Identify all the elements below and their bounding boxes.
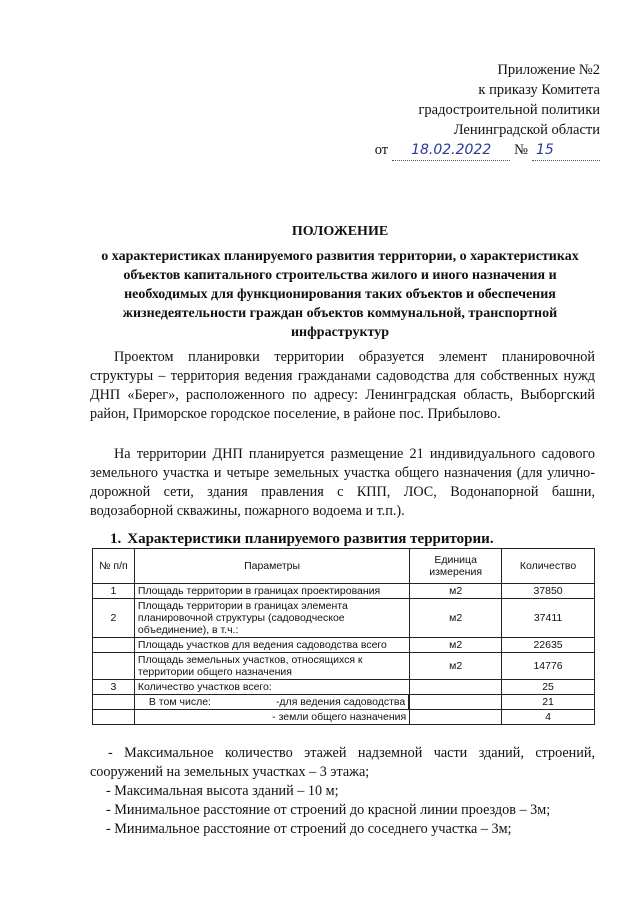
cell-unit bbox=[410, 680, 502, 695]
handwritten-date: 18.02.2022 bbox=[392, 140, 510, 161]
section-title: Характеристики планируемого развития территории. bbox=[127, 531, 494, 547]
cell-num: 1 bbox=[93, 584, 135, 599]
cell-num bbox=[93, 710, 135, 725]
title-subtitle: о характеристиках планируемого развития территории, о характеристиках объектов капитального строительства жилого и иного назначения и необходимых для функционирования таких объектов и обеспечения жизнедеятельности граждан объектов коммунальной, транспортной инфраструктур bbox=[101, 249, 579, 340]
cell-param: Площадь территории в границах элемента планировочной структуры (садоводческое объединение), в т.ч.: bbox=[134, 599, 409, 638]
appendix-label: Приложение №2 bbox=[497, 62, 600, 78]
title-main: ПОЛОЖЕНИЕ bbox=[291, 224, 389, 239]
table-row bbox=[93, 584, 595, 599]
cell-unit bbox=[410, 695, 502, 710]
date-number-line bbox=[375, 140, 600, 161]
cell-qty: 4 bbox=[502, 710, 595, 725]
cell-num: 3 bbox=[93, 680, 135, 695]
paragraph-planning bbox=[90, 348, 595, 424]
list-item: - Минимальное расстояние от строений до красной линии проездов – 3м; bbox=[106, 802, 551, 818]
cell-param: Площадь земельных участков, относящихся к территории общего назначения bbox=[134, 653, 409, 680]
cell-num: 2 bbox=[93, 599, 135, 638]
order-reference: к приказу Комитета bbox=[478, 82, 600, 98]
list-item: - Максимальное количество этажей надземной части зданий, строений, сооружений на земельных участках – 3 этажа; bbox=[90, 745, 595, 780]
document-title bbox=[90, 222, 590, 342]
cell-qty: 37411 bbox=[502, 599, 595, 638]
cell-unit bbox=[410, 710, 502, 725]
cell-unit: м2 bbox=[410, 653, 502, 680]
constraints-list bbox=[90, 744, 595, 839]
cell-num bbox=[93, 653, 135, 680]
paragraph-planning-text: Проектом планировки территории образуется элемент планировочной структуры – территория ведения гражданами садоводства для собственных нужд ДНП «Берег», расположенного по адресу: Ленинградская область, Выборгский район, Приморское городское поселение, в районе пос. Прибылово. bbox=[90, 349, 595, 422]
table-header-row bbox=[93, 549, 595, 584]
list-item: - Максимальная высота зданий – 10 м; bbox=[106, 783, 339, 799]
table-row bbox=[93, 638, 595, 653]
handwritten-number: 15 bbox=[532, 140, 600, 161]
cell-qty: 22635 bbox=[502, 638, 595, 653]
cell-qty: 14776 bbox=[502, 653, 595, 680]
region-name: Ленинградской области bbox=[453, 122, 600, 138]
cell-num bbox=[93, 695, 135, 710]
header-unit: Единица измерения bbox=[410, 549, 502, 584]
committee-name: градостроительной политики bbox=[418, 102, 600, 118]
cell-unit: м2 bbox=[410, 599, 502, 638]
table-row bbox=[93, 680, 595, 695]
section-heading bbox=[110, 531, 494, 548]
sub-item-common-land: - земли общего назначения bbox=[134, 710, 409, 725]
cell-param-sub bbox=[135, 695, 409, 709]
header-num: № п/п bbox=[93, 549, 135, 584]
parameters-table bbox=[92, 548, 595, 725]
cell-qty: 21 bbox=[502, 695, 595, 710]
date-prefix: от bbox=[374, 142, 389, 158]
cell-num bbox=[93, 638, 135, 653]
paragraph-placement-text: На территории ДНП планируется размещение 21 индивидуального садового земельного участка и четыре земельных участка общего назначения (для улично-дорожной сети, здания правления с КПП, ЛОС, Водонапорной башни, водозаборной скважины, пожарного водоема и т.п.). bbox=[90, 446, 595, 519]
number-prefix: № bbox=[514, 142, 528, 158]
header-param: Параметры bbox=[134, 549, 409, 584]
cell-param: Площадь участков для ведения садоводства всего bbox=[134, 638, 409, 653]
cell-param: Площадь территории в границах проектирования bbox=[134, 584, 409, 599]
cell-unit: м2 bbox=[410, 584, 502, 599]
cell-param: Количество участков всего: bbox=[134, 680, 409, 695]
section-number: 1. bbox=[110, 531, 122, 547]
table-row bbox=[93, 695, 595, 710]
table-row bbox=[93, 710, 595, 725]
table-row bbox=[93, 653, 595, 680]
cell-unit: м2 bbox=[410, 638, 502, 653]
order-reference-header bbox=[375, 60, 600, 161]
cell-qty: 25 bbox=[502, 680, 595, 695]
header-qty: Количество bbox=[502, 549, 595, 584]
paragraph-placement bbox=[90, 445, 595, 521]
list-item: - Минимальное расстояние от строений до соседнего участка – 3м; bbox=[106, 821, 512, 837]
table-row bbox=[93, 599, 595, 638]
sub-item-gardening: -для ведения садоводства bbox=[275, 696, 406, 708]
sub-label: В том числе: bbox=[148, 696, 211, 708]
cell-qty: 37850 bbox=[502, 584, 595, 599]
